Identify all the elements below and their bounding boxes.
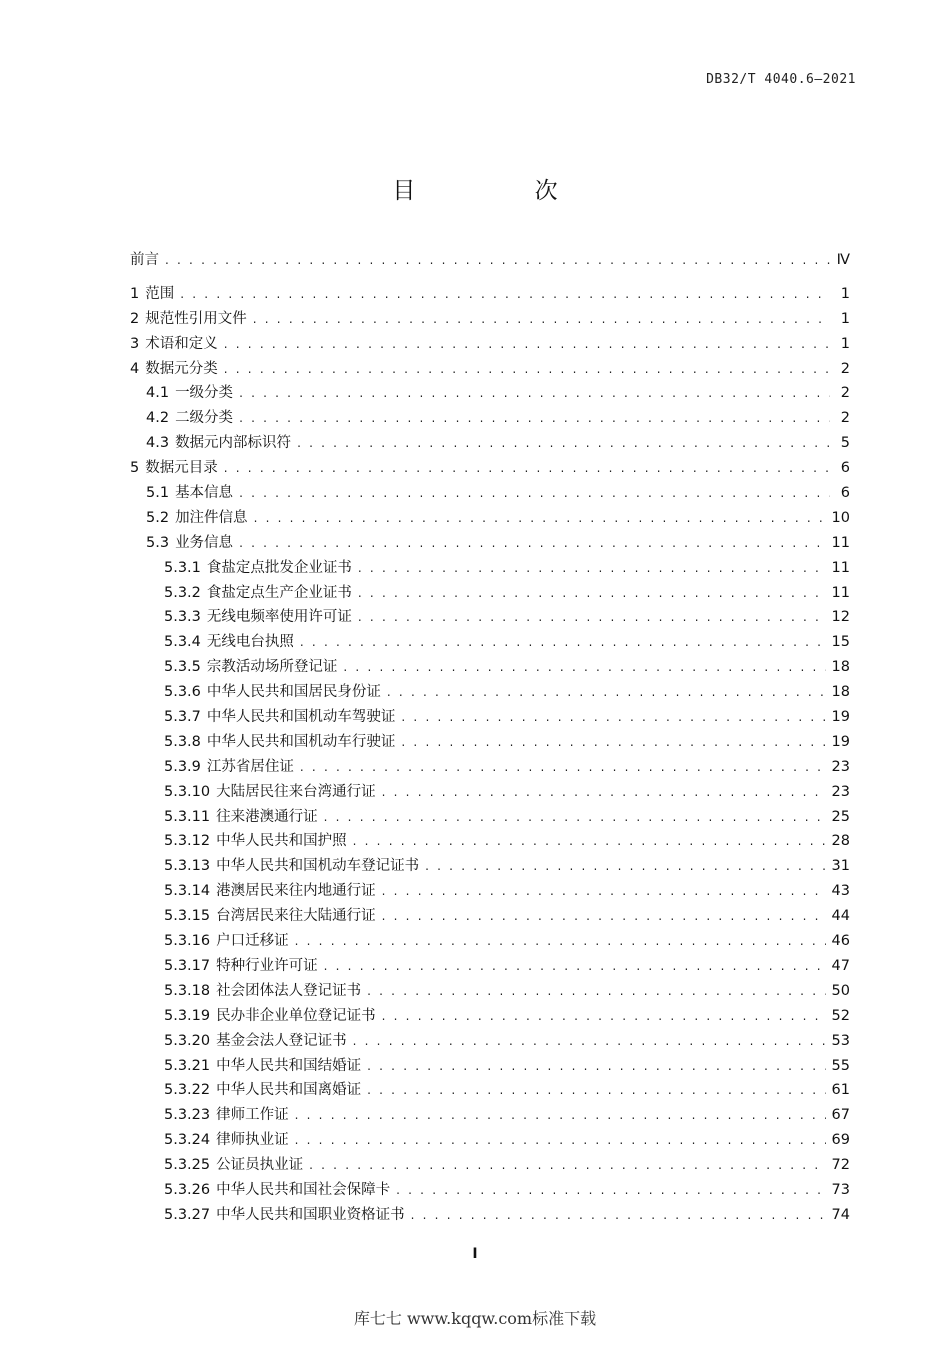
toc-entry-label: 基本信息 [175, 485, 234, 502]
toc-dot-leader [224, 337, 830, 351]
toc-dot-leader [358, 561, 826, 575]
toc-entry-number: 5.3.18 [164, 982, 211, 999]
toc-dot-leader [300, 635, 826, 649]
toc-dot-leader [401, 735, 825, 749]
toc-entry-number: 5.3.7 [164, 709, 201, 726]
toc-entry-number: 4 [130, 360, 140, 377]
toc-entry[interactable] [130, 1153, 850, 1178]
toc-entry-label: 前言 [130, 252, 159, 268]
toc-entry[interactable] [130, 1004, 850, 1029]
toc-dot-leader [224, 461, 830, 475]
toc-entry-page: 1 [840, 310, 850, 327]
toc-dot-leader [239, 411, 830, 425]
toc-entry-number: 5.3.26 [164, 1181, 211, 1198]
toc-entry-label: 无线电频率使用许可证 [206, 609, 352, 626]
toc-entry-page: 2 [840, 385, 850, 402]
toc-dot-leader [367, 984, 825, 998]
toc-entry-page: 47 [831, 957, 850, 974]
toc-entry-number: 5.3.8 [164, 733, 201, 750]
toc-dot-leader [367, 1059, 825, 1073]
toc-entry-number: 5.3.11 [164, 808, 211, 825]
toc-entry-page: 5 [840, 435, 850, 452]
toc-dot-leader [300, 760, 826, 774]
table-of-contents [130, 248, 850, 1228]
toc-entry-page: 11 [831, 534, 850, 551]
toc-entry[interactable] [130, 705, 850, 730]
toc-entry-page: 53 [831, 1032, 850, 1049]
toc-entry[interactable] [130, 481, 850, 506]
toc-entry[interactable] [130, 456, 850, 481]
toc-entry-number: 5.3.16 [164, 933, 211, 950]
toc-entry[interactable] [130, 1103, 850, 1128]
toc-dot-leader [382, 1009, 826, 1023]
toc-entry[interactable] [130, 655, 850, 680]
toc-entry-page: 25 [831, 808, 850, 825]
toc-dot-leader [165, 253, 830, 267]
toc-entry[interactable] [130, 904, 850, 929]
toc-entry[interactable] [130, 332, 850, 357]
toc-entry-label: 中华人民共和国居民身份证 [206, 684, 381, 701]
toc-entry[interactable] [130, 531, 850, 556]
toc-entry-label: 律师执业证 [216, 1132, 289, 1149]
toc-entry-number: 5.3.25 [164, 1157, 211, 1174]
toc-entry[interactable] [130, 630, 850, 655]
toc-entry-label: 食盐定点生产企业证书 [206, 584, 352, 601]
toc-entry-page: 18 [831, 659, 850, 676]
toc-entry[interactable] [130, 1178, 850, 1203]
toc-entry-label: 民办非企业单位登记证书 [216, 1007, 376, 1024]
toc-entry-number: 5.3 [146, 534, 170, 551]
toc-dot-leader [396, 1183, 825, 1197]
toc-entry-page: 69 [831, 1132, 850, 1149]
toc-entry-page: 23 [831, 783, 850, 800]
toc-entry-number: 4.3 [146, 435, 170, 452]
toc-entry-label: 一级分类 [175, 385, 234, 402]
toc-entry-number: 5.3.15 [164, 908, 211, 925]
toc-entry-number: 4.1 [146, 385, 170, 402]
toc-entry-page: 10 [831, 509, 850, 526]
toc-entry-page: 50 [831, 982, 850, 999]
toc-entry[interactable] [130, 879, 850, 904]
toc-entry-page: 11 [831, 559, 850, 576]
toc-entry-number: 5.1 [146, 485, 170, 502]
toc-entry-page: 72 [831, 1157, 850, 1174]
toc-dot-leader [180, 287, 830, 301]
toc-entry[interactable] [130, 1029, 850, 1054]
toc-entry-label: 数据元内部标识符 [175, 435, 292, 452]
toc-entry[interactable] [130, 780, 850, 805]
toc-entry-label: 中华人民共和国机动车行驶证 [206, 733, 396, 750]
toc-entry-page: Ⅳ [836, 252, 850, 268]
toc-entry[interactable] [130, 680, 850, 705]
toc-entry-label: 律师工作证 [216, 1107, 289, 1124]
toc-dot-leader [324, 959, 826, 973]
toc-entry-label: 户口迁移证 [216, 933, 289, 950]
toc-entry-page: 67 [831, 1107, 850, 1124]
toc-entry-number: 5.3.19 [164, 1007, 211, 1024]
toc-entry-number: 4.2 [146, 410, 170, 427]
toc-entry[interactable] [130, 979, 850, 1004]
toc-entry-label: 基金会法人登记证书 [216, 1032, 347, 1049]
toc-entry-page: 15 [831, 634, 850, 651]
toc-entry[interactable] [130, 1054, 850, 1079]
toc-entry-number: 5.3.9 [164, 758, 201, 775]
toc-entry[interactable] [130, 1128, 850, 1153]
toc-dot-leader [224, 362, 830, 376]
toc-entry-label: 公证员执业证 [216, 1157, 304, 1174]
toc-entry[interactable] [130, 730, 850, 755]
toc-entry-label: 加注件信息 [175, 509, 248, 526]
toc-dot-leader [254, 511, 826, 525]
toc-dot-leader [387, 685, 826, 699]
toc-dot-leader [382, 884, 826, 898]
toc-entry-page: 46 [831, 933, 850, 950]
page-number: I [472, 1246, 478, 1262]
toc-dot-leader [309, 1158, 825, 1172]
toc-dot-leader [358, 586, 826, 600]
toc-entry-page: 1 [840, 285, 850, 302]
toc-entry[interactable] [130, 1203, 850, 1228]
toc-entry[interactable] [130, 1078, 850, 1103]
toc-entry-label: 特种行业许可证 [216, 957, 318, 974]
toc-entry-number: 5.3.21 [164, 1057, 211, 1074]
toc-entry-number: 5.3.17 [164, 957, 211, 974]
toc-dot-leader [239, 536, 825, 550]
toc-dot-leader [343, 660, 825, 674]
toc-entry-label: 规范性引用文件 [145, 310, 247, 327]
toc-dot-leader [239, 486, 830, 500]
toc-entry[interactable] [130, 381, 850, 406]
toc-entry[interactable] [130, 506, 850, 531]
toc-entry-page: 23 [831, 758, 850, 775]
toc-entry[interactable] [130, 829, 850, 854]
toc-entry-label: 中华人民共和国结婚证 [216, 1057, 362, 1074]
toc-entry-number: 5.3.10 [164, 783, 211, 800]
toc-entry-page: 6 [840, 460, 850, 477]
toc-entry-label: 术语和定义 [145, 335, 218, 352]
toc-dot-leader [295, 1133, 826, 1147]
toc-entry-page: 55 [831, 1057, 850, 1074]
toc-entry-page: 52 [831, 1007, 850, 1024]
toc-dot-leader [382, 909, 826, 923]
toc-entry-page: 2 [840, 360, 850, 377]
toc-entry[interactable] [130, 581, 850, 606]
toc-entry[interactable] [130, 954, 850, 979]
toc-dot-leader [358, 610, 826, 624]
toc-entry-label: 业务信息 [175, 534, 234, 551]
toc-entry-number: 5.3.1 [164, 559, 201, 576]
toc-entry-number: 5.3.3 [164, 609, 201, 626]
toc-entry-page: 43 [831, 883, 850, 900]
toc-dot-leader [324, 810, 826, 824]
page-title: 目 次 [392, 178, 614, 204]
toc-entry-number: 5.3.13 [164, 858, 211, 875]
toc-entry-label: 江苏省居住证 [206, 758, 294, 775]
toc-entry-page: 31 [831, 858, 850, 875]
toc-entry[interactable] [130, 357, 850, 382]
toc-entry-label: 社会团体法人登记证书 [216, 982, 362, 999]
toc-entry-page: 74 [831, 1206, 850, 1223]
toc-entry-page: 2 [840, 410, 850, 427]
toc-dot-leader [411, 1208, 826, 1222]
toc-entry-label: 中华人民共和国机动车驾驶证 [206, 709, 396, 726]
toc-entry-number: 5 [130, 460, 140, 477]
toc-entry-label: 大陆居民往来台湾通行证 [216, 783, 376, 800]
toc-entry[interactable] [130, 805, 850, 830]
toc-entry[interactable] [130, 556, 850, 581]
toc-dot-leader [297, 436, 830, 450]
toc-dot-leader [353, 1034, 826, 1048]
toc-dot-leader [382, 785, 826, 799]
toc-entry-number: 5.3.6 [164, 684, 201, 701]
toc-entry-label: 中华人民共和国职业资格证书 [216, 1206, 405, 1223]
standard-number: DB32/T 4040.6—2021 [706, 72, 856, 87]
toc-entry-label: 宗教活动场所登记证 [206, 659, 338, 676]
toc-entry-label: 中华人民共和国社会保障卡 [216, 1181, 391, 1198]
toc-entry-label: 二级分类 [175, 410, 234, 427]
toc-entry[interactable] [130, 431, 850, 456]
toc-entry-number: 5.3.22 [164, 1082, 211, 1099]
toc-entry[interactable] [130, 929, 850, 954]
toc-entry-label: 食盐定点批发企业证书 [206, 559, 352, 576]
toc-entry-label: 数据元分类 [145, 360, 218, 377]
toc-entry-number: 5.3.23 [164, 1107, 211, 1124]
toc-entry-label: 数据元目录 [145, 460, 218, 477]
toc-entry-number: 3 [130, 335, 140, 352]
toc-entry-page: 19 [831, 733, 850, 750]
toc-entry-page: 61 [831, 1082, 850, 1099]
toc-entry-number: 5.3.27 [164, 1206, 211, 1223]
toc-entry-label: 范围 [145, 285, 175, 302]
toc-entry-label: 中华人民共和国护照 [216, 833, 347, 850]
toc-entry[interactable] [130, 854, 850, 879]
watermark-text: 库七七 www.kqqw.com标准下载 [353, 1309, 597, 1328]
toc-entry-page: 18 [831, 684, 850, 701]
toc-entry-page: 28 [831, 833, 850, 850]
toc-entry[interactable] [130, 248, 850, 273]
toc-dot-leader [367, 1083, 825, 1097]
toc-dot-leader [295, 934, 826, 948]
toc-entry-label: 台湾居民来往大陆通行证 [216, 908, 376, 925]
toc-entry-label: 中华人民共和国离婚证 [216, 1082, 362, 1099]
toc-entry-number: 5.3.14 [164, 883, 211, 900]
toc-entry-number: 5.3.20 [164, 1032, 211, 1049]
toc-entry-page: 1 [840, 335, 850, 352]
toc-entry-label: 港澳居民来往内地通行证 [216, 883, 376, 900]
toc-entry-page: 44 [831, 908, 850, 925]
toc-entry-number: 5.3.12 [164, 833, 211, 850]
toc-entry-page: 73 [831, 1181, 850, 1198]
toc-entry[interactable] [130, 406, 850, 431]
toc-entry-label: 中华人民共和国机动车登记证书 [216, 858, 420, 875]
toc-entry-label: 无线电台执照 [206, 634, 294, 651]
toc-entry-number: 5.3.4 [164, 634, 201, 651]
toc-dot-leader [239, 386, 830, 400]
toc-dot-leader [353, 834, 826, 848]
toc-entry[interactable] [130, 605, 850, 630]
toc-dot-leader [295, 1108, 826, 1122]
toc-entry-number: 2 [130, 310, 140, 327]
toc-dot-leader [401, 710, 825, 724]
toc-entry-label: 往来港澳通行证 [216, 808, 318, 825]
toc-entry-number: 5.2 [146, 509, 170, 526]
toc-entry-number: 5.3.5 [164, 659, 201, 676]
toc-entry-page: 19 [831, 709, 850, 726]
toc-entry[interactable] [130, 755, 850, 780]
toc-entry-number: 5.3.24 [164, 1132, 211, 1149]
toc-entry[interactable] [130, 307, 850, 332]
toc-entry-page: 11 [831, 584, 850, 601]
toc-dot-leader [253, 312, 830, 326]
toc-entry-number: 1 [130, 285, 140, 302]
toc-entry-number: 5.3.2 [164, 584, 201, 601]
toc-entry-page: 6 [840, 485, 850, 502]
toc-entry[interactable] [130, 282, 850, 307]
toc-entry-page: 12 [831, 609, 850, 626]
toc-dot-leader [425, 859, 825, 873]
